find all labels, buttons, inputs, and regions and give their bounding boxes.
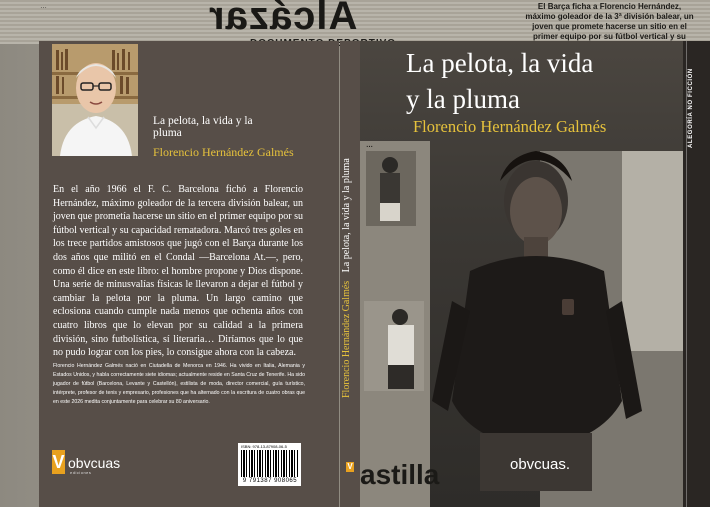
spine-text [341, 68, 352, 398]
publisher-logo-icon: V [52, 452, 65, 472]
newspaper-column-text: … [366, 142, 373, 149]
spine-publisher-logo: V [347, 462, 353, 471]
front-title-line-2: y la pluma [406, 84, 520, 114]
front-title-line-1: La pelota, la vida [406, 48, 594, 78]
barcode-number: 9 791387 908065 [242, 478, 298, 484]
publisher-logo-subtitle: ediciones [70, 470, 92, 475]
author-photo [52, 44, 138, 156]
publisher-logo-text: obvcuas [68, 455, 121, 471]
spine-author: Florencio Hernández Galmés [341, 280, 352, 398]
back-cover-blurb: En el año 1966 el F. C. Barcelona fichó a Florencio Hernández, máximo goleador de la tercera división balear, un joven que prometía hacerse un sitio en el primer equipo por su fútbol vertical y su capacidad rematadora. Marcó tres goles en los trece partidos amistosos que jugó con el Barça durante los dos años que militó en el Condal —Barcelona At.—, pero, como él dice en este libro: el hombre propone y Dios dispone. Una serie de minusvalías físicas le llevaron a dejar el fútbol y cambiar la pelota por la pluma. Un largo camino que eclosiona cuando cumple nada menos que ochenta años con cuatro libros que lo elevan por su calidad a la primera división, sino futbolística, sí literaria… Diríamos que lo que no pudo lograr con los pies, lo consigue ahora con la cabeza. [53, 184, 303, 359]
isbn-label: ISBN: 978-13-87908-06-5 [241, 444, 287, 449]
newspaper-strip [0, 0, 710, 44]
back-cover-author: Florencio Hernández Galmés [153, 145, 294, 159]
newspaper-masthead: Alcázar [208, 0, 358, 38]
barcode-bars [241, 450, 298, 477]
back-cover-title: La pelota, la vida y la pluma [153, 115, 253, 139]
newspaper-headline-right: El Barça ficha a Florencio Hernández, máximo goleador de la 3ª división balear, un joven que promete hacerse un sitio en el primer equipo por su fútbol vertical y su [525, 2, 694, 41]
series-label: ALEGORÍA NO FICCIÓN [688, 68, 694, 148]
newspaper-castilla-heading: astilla [360, 459, 440, 490]
front-publisher-logo: obvcuas. [510, 456, 571, 473]
author-bio: Florencio Hernández Galmés nació en Ciutadella de Menorca en 1946. Ha vivido en Italia, Alemania y Estados Unidos, y habla correctamente siete idiomas; actualmente reside en Santa Cruz de Tenerife. Ha sido jugador de fútbol (Barcelona, Levante y Castellón), estilista de moda, director comercial, guía turístico, intérprete, profesor de tenis y empresario, profesiones que ha alternado con la escritura de cuatro obras que en este 2026 medita conjuntamente para celebrar su 80 aniversario. [53, 363, 305, 405]
newspaper-column-left: … [40, 3, 47, 10]
spine-title: La pelota, la vida y la pluma [341, 158, 352, 273]
front-cover-author: Florencio Hernández Galmés [413, 117, 607, 136]
front-cover-title [406, 45, 593, 117]
barcode [238, 443, 301, 486]
fold-line [686, 41, 687, 507]
